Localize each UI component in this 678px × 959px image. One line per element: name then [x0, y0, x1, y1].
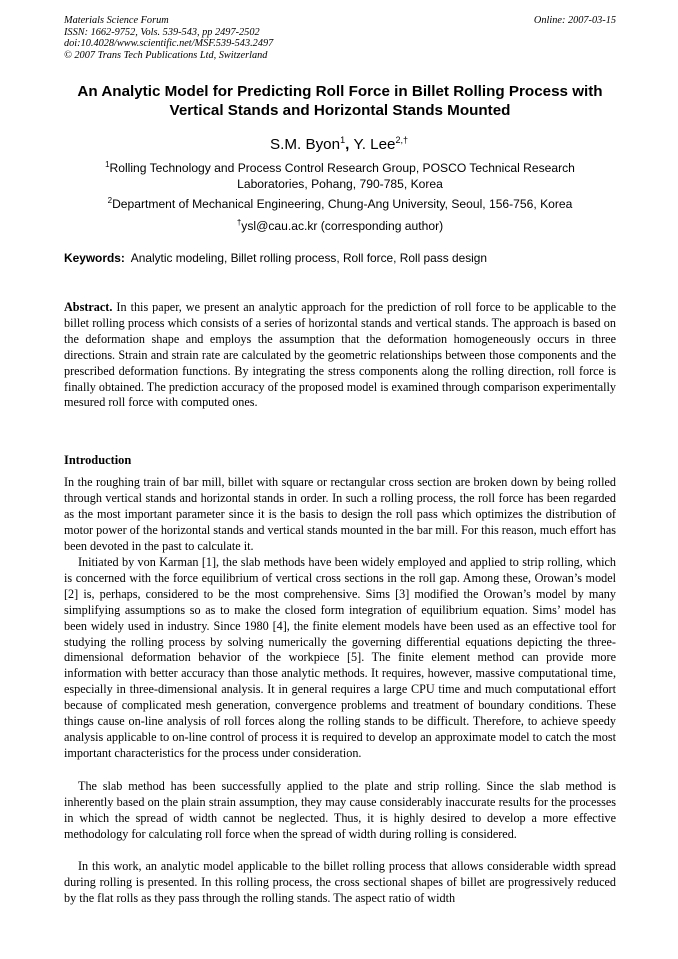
issn-line: ISSN: 1662-9752, Vols. 539-543, pp 2497-2502 — [64, 26, 260, 38]
keywords-label: Keywords: — [64, 251, 125, 265]
intro-paragraph-4: In this work, an analytic model applicable to the billet rolling process that allows considerable width spread during rolling is presented. In this rolling process, the cross sectional shapes of billet are progressively reduced by the flat rolls as they pass through the rolling stands. The aspect ratio of width — [64, 859, 616, 905]
author-2: Y. Lee — [353, 136, 396, 153]
title-line-1: An Analytic Model for Predicting Roll Force in Billet Rolling Process with — [77, 83, 603, 100]
email-text: ysl@cau.ac.kr (corresponding author) — [241, 219, 444, 233]
abstract-text: In this paper, we present an analytic approach for the prediction of roll force to be applicable to the billet rolling process which consists of a series of horizontal stands and vertical stands. The approach is based on the deformation shape and employs the assumption that the deformation homogeneously occurs in three directions. Strain and strain rate are calculated by the geometric relationships between those components and the prescribed deformation functions. By integrating the stress components along the rolling direction, roll force is finally obtained. The prediction accuracy of the proposed model is examined through comparison experimentally mesured roll force with computed ones. — [64, 300, 617, 410]
intro-paragraph-1: In the roughing train of bar mill, billet with square or rectangular cross section are broken down by being rolled through vertical stands and horizontal stands in order. In such a rolling process, the roll force has been regarded as the most important parameter since it is the basis to design the roll pass which optimizes the distribution of motor power of the horizontal stands and vertical stands mounted in the bar mill. For this reason, much effort has been devoted in the past to calculate it. — [64, 475, 616, 553]
author-separator: , — [345, 136, 354, 153]
affiliation-1 — [60, 157, 620, 192]
affiliation-1-mark: 1 — [105, 160, 110, 169]
author-1-affiliation-mark: 1 — [340, 135, 346, 145]
online-date: Online: 2007-03-15 — [533, 15, 616, 26]
author-list — [0, 131, 678, 154]
journal-header — [64, 15, 616, 61]
keywords — [64, 251, 616, 266]
intro-paragraph-3: The slab method has been successfully applied to the plate and strip rolling. Since the slab method is inherently based on the plain strain assumption, they may cause considerably inaccurate results for the processes in which the spread of width cannot be neglected. Thus, it is highly desired to develop a more effective methodology for calculating roll force when the spread of width during rolling is considered. — [64, 779, 616, 841]
paper-title — [44, 82, 636, 120]
journal-name: Materials Science Forum — [64, 15, 169, 26]
abstract-label: Abstract. — [64, 300, 113, 314]
dagger-mark: † — [236, 218, 242, 227]
introduction-heading: Introduction — [64, 453, 132, 467]
affiliation-1-line-2: Laboratories, Pohang, 790-785, Korea — [237, 177, 443, 191]
affiliation-2 — [60, 193, 620, 212]
affiliation-2-mark: 2 — [107, 196, 113, 205]
keywords-text: Analytic modeling, Billet rolling process, Roll force, Roll pass design — [130, 251, 488, 265]
corresponding-email — [60, 215, 620, 234]
affiliation-1-line-1: Rolling Technology and Process Control Research Group, POSCO Technical Research — [109, 161, 575, 175]
author-1: S.M. Byon — [270, 136, 341, 153]
author-2-affiliation-mark: 2,† — [395, 135, 408, 145]
doi-line: doi:10.4028/www.scientific.net/MSF.539-543.2497 — [64, 38, 274, 49]
intro-paragraph-2: Initiated by von Karman [1], the slab methods have been widely employed and applied to strip rolling, which is concerned with the force equilibrium of vertical cross sections in the roll gap. Among these, Orowan’s model [2] is, perhaps, considered to be the most comprehensive. Sims [3] modified the Orowan’s model by many simplifying assumptions so as to make the closed form integration of equilibrium equation. Sims’ model has been widely used in industry. Since 1980 [4], the finite element models have been used as an effective tool for studying the rolling process by solving numerically the governing differential equations depicting the three-dimensional deformation behavior of the workpiece [5]. The finite element method can provide more information with better accuracy than those analytic methods. It requires, however, massive computational time, especially in three-dimensional analysis. It in general requires a large CPU time and much computational effort because of complicated mesh generation, convergence problems and treatment of boundary conditions. These things cause on-line analysis of roll forces along the rolling stands to be difficult. Therefore, to achieve speedy analysis applicable to on-line control of process it is required to develop an approximate model to catch the most important characteristics for the process under consideration. — [64, 555, 616, 760]
title-line-2: Vertical Stands and Horizontal Stands Mounted — [169, 102, 511, 119]
affiliation-2-text: Department of Mechanical Engineering, Chung-Ang University, Seoul, 156-756, Korea — [112, 197, 573, 211]
abstract-paragraph — [64, 300, 616, 411]
copyright-line: © 2007 Trans Tech Publications Ltd, Switzerland — [64, 49, 268, 61]
